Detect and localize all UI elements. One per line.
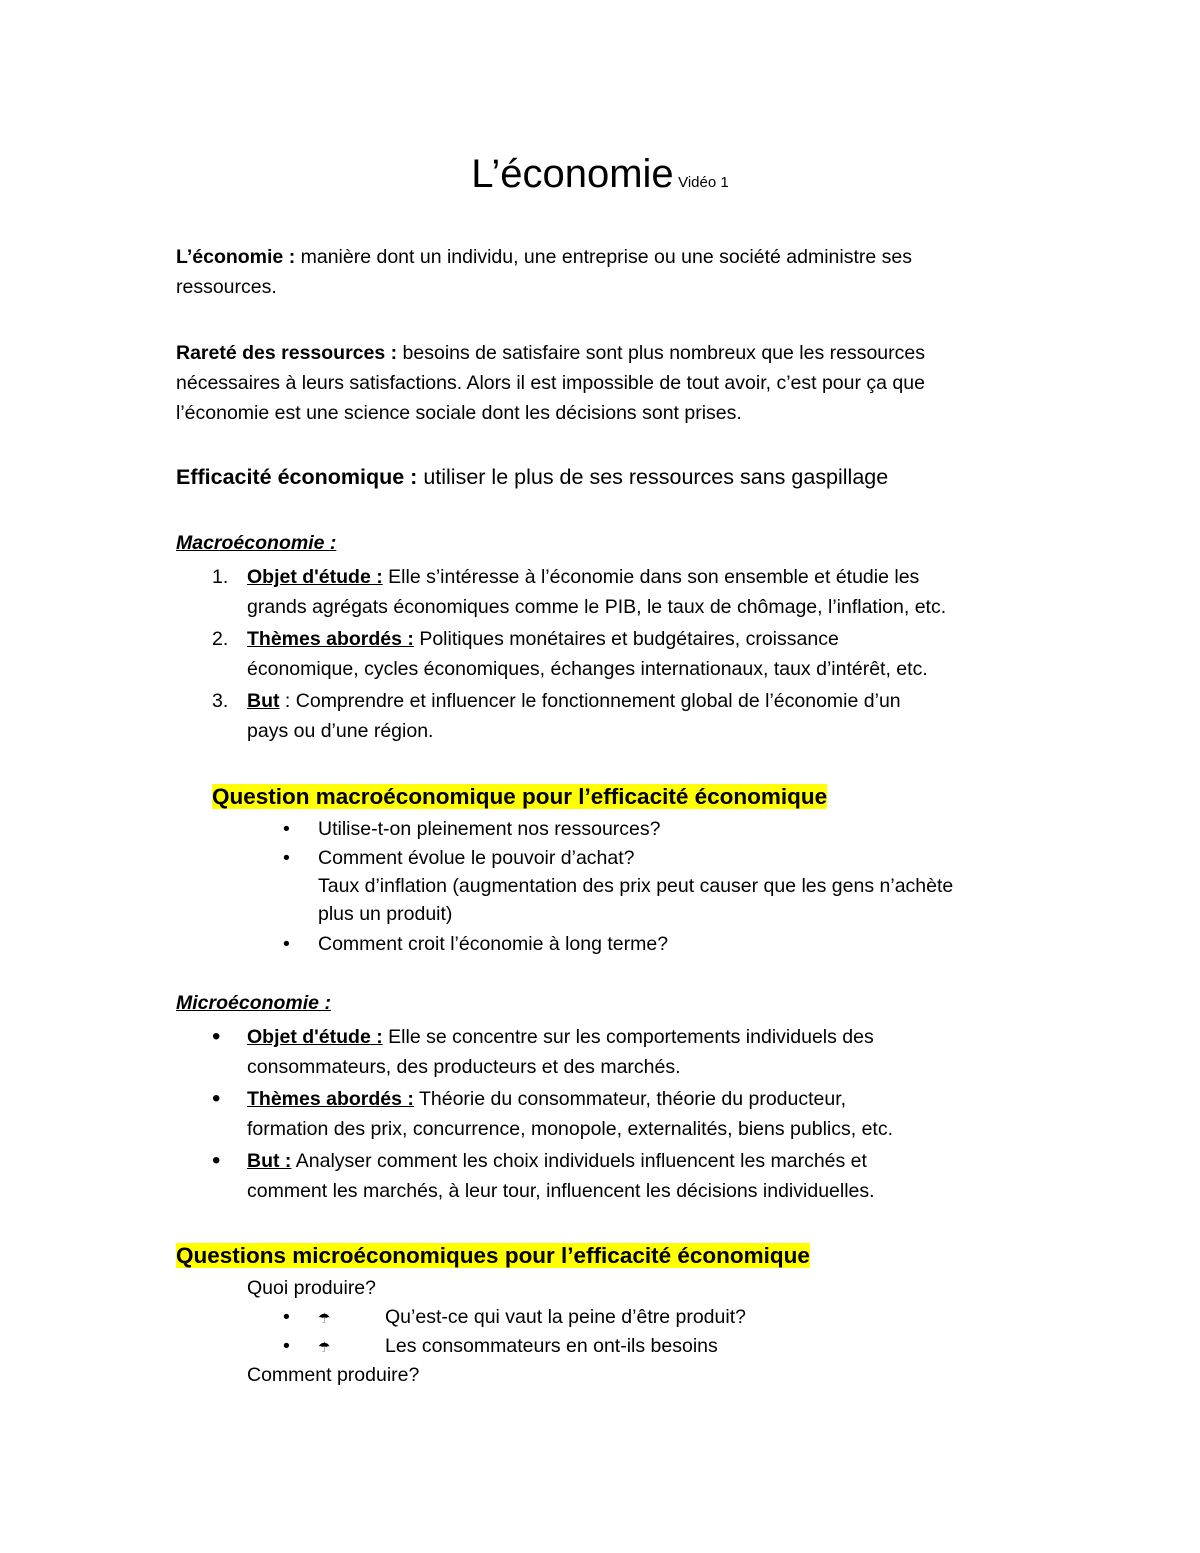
macro-item-number: 2. — [212, 628, 229, 650]
item-text: comment les marchés, à leur tour, influencent les décisions individuelles. — [247, 1180, 875, 1202]
definition-text: ressources. — [176, 276, 277, 298]
definition-economie — [176, 242, 912, 302]
micro-item-but — [247, 1146, 875, 1206]
item-text: pays ou d’une région. — [247, 720, 434, 742]
list-item: Qu’est-ce qui vaut la peine d’être produit? — [385, 1306, 746, 1328]
section-heading-macroeconomie: Macroéconomie : — [176, 532, 337, 554]
macro-item-number: 1. — [212, 566, 229, 588]
item-text: Elle se concentre sur les comportements individuels des — [388, 1026, 874, 1048]
section-heading-microeconomie: Microéconomie : — [176, 992, 331, 1014]
bullet-icon: • — [283, 1335, 290, 1357]
list-item: Comment croit l’économie à long terme? — [318, 933, 669, 955]
macro-item-but — [247, 686, 901, 746]
bullet-icon: • — [283, 847, 290, 869]
item-label: Objet d'étude : — [247, 566, 383, 588]
highlighted-heading-micro-questions — [176, 1241, 810, 1271]
definition-text: besoins de satisfaire sont plus nombreux que les ressources — [402, 342, 925, 364]
item-text: Comprendre et influencer le fonctionnement global de l’économie d’un — [295, 690, 901, 712]
list-item-continuation: Taux d’inflation (augmentation des prix peut causer que les gens n’achète — [318, 875, 954, 897]
definition-term: Rareté des ressources : — [176, 342, 398, 364]
macro-item-themes — [247, 624, 928, 684]
item-text: Théorie du consommateur, théorie du producteur, — [418, 1088, 847, 1110]
bullet-icon: • — [283, 1306, 290, 1328]
definition-rarete — [176, 338, 925, 428]
highlight-text: Questions microéconomiques pour l’efficacité économique — [176, 1243, 810, 1268]
question-text: Comment produire? — [247, 1364, 420, 1386]
bullet-icon: • — [283, 818, 290, 840]
highlighted-heading-macro-questions — [212, 782, 827, 812]
macro-item-number: 3. — [212, 690, 229, 712]
umbrella-icon: ☂ — [318, 1309, 331, 1326]
item-text: grands agrégats économiques comme le PIB, le taux de chômage, l’inflation, etc. — [247, 596, 947, 618]
bullet-icon: • — [283, 933, 290, 955]
item-separator: : — [284, 690, 291, 712]
question-text: Quoi produire? — [247, 1277, 376, 1299]
definition-text: utiliser le plus de ses ressources sans gaspillage — [423, 465, 889, 489]
bullet-icon: • — [212, 1023, 221, 1050]
item-label: But : — [247, 1150, 292, 1172]
highlight-text: Question macroéconomique pour l’efficacité économique — [212, 784, 828, 809]
micro-item-objet — [247, 1022, 874, 1082]
item-text: économique, cycles économiques, échanges internationaux, taux d’intérêt, etc. — [247, 658, 928, 680]
item-text: Analyser comment les choix individuels influencent les marchés et — [295, 1150, 867, 1172]
micro-item-themes — [247, 1084, 893, 1144]
list-item: Les consommateurs en ont-ils besoins — [385, 1335, 718, 1357]
item-label: But — [247, 690, 280, 712]
definition-term: Efficacité économique : — [176, 465, 418, 489]
definition-text: l’économie est une science sociale dont les décisions sont prises. — [176, 402, 742, 424]
definition-text: manière dont un individu, une entreprise ou une société administre ses — [300, 246, 912, 268]
item-label: Thèmes abordés : — [247, 1088, 414, 1110]
item-text: formation des prix, concurrence, monopole, externalités, biens publics, etc. — [247, 1118, 893, 1140]
umbrella-icon: ☂ — [318, 1338, 331, 1355]
list-item-continuation: plus un produit) — [318, 903, 453, 925]
definition-text: nécessaires à leurs satisfactions. Alors il est impossible de tout avoir, c’est pour ça que — [176, 372, 925, 394]
macro-item-objet — [247, 562, 946, 622]
bullet-icon: • — [212, 1085, 221, 1112]
definition-efficacite — [176, 462, 888, 492]
title-subtitle: Vidéo 1 — [678, 174, 729, 191]
bullet-icon: • — [212, 1147, 221, 1174]
definition-term: L’économie : — [176, 246, 296, 268]
item-text: Elle s’intéresse à l’économie dans son ensemble et étudie les — [388, 566, 920, 588]
list-item: Comment évolue le pouvoir d’achat? — [318, 847, 635, 869]
title-main: L’économie — [471, 152, 674, 196]
item-text: consommateurs, des producteurs et des marchés. — [247, 1056, 681, 1078]
item-label: Objet d'étude : — [247, 1026, 383, 1048]
page-title — [0, 152, 1200, 197]
item-text: Politiques monétaires et budgétaires, croissance — [419, 628, 839, 650]
list-item: Utilise-t-on pleinement nos ressources? — [318, 818, 661, 840]
item-label: Thèmes abordés : — [247, 628, 414, 650]
